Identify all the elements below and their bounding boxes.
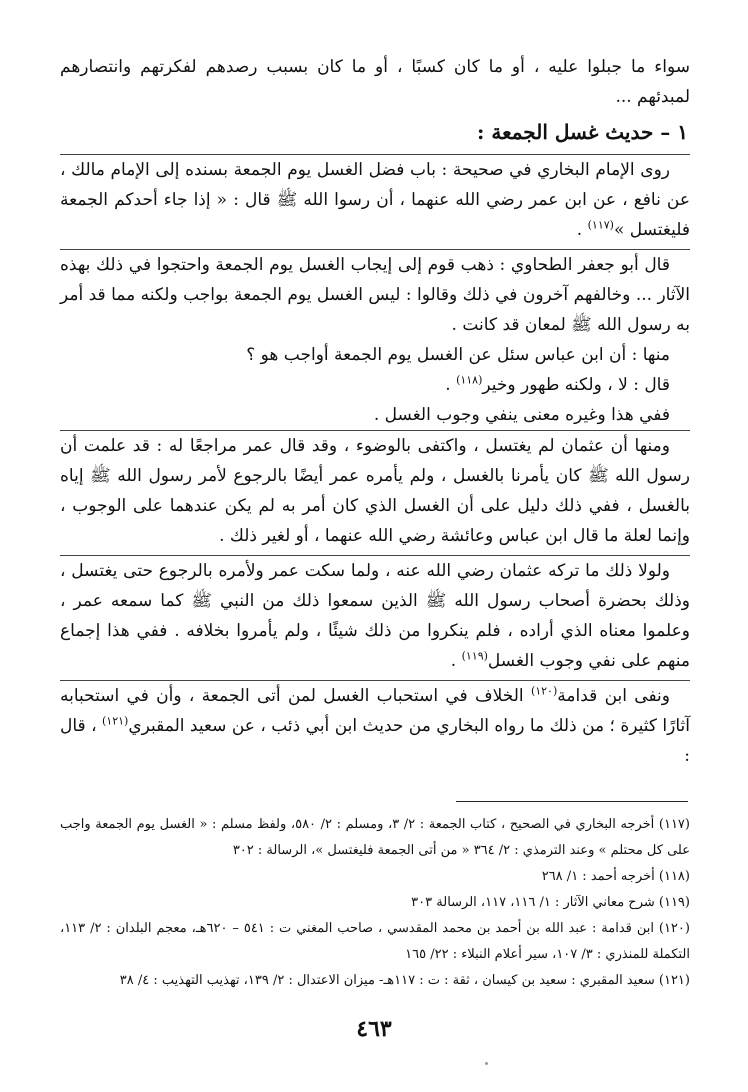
intro-paragraph: سواء ما جبلوا عليه ، أو ما كان كسبًا ، أو ما كان بسبب رصدهم لفكرتهم وانتصارهم لمبدئهم ... (60, 57, 690, 107)
footnote-ref-117[interactable]: (١١٧) (587, 218, 614, 232)
footnote-121: (١٢١) سعيد المقبري : سعيد بن كيسان ، ثقة : ت : ١١٧هـ- ميزان الاعتدال : ٢/ ١٣٩، تهذيب التهذيب : ٤/ ٣٨ (119, 973, 690, 988)
footnote-ref-118[interactable]: (١١٨) (456, 373, 483, 387)
footnote-120: (١٢٠) ابن قدامة : عبد الله بن أحمد بن محمد المقدسي ، صاحب المغني ت : ٥٤١ – ٦٢٠هـ، معجم البلدان : ٢/ ١١٣، التكملة للمنذري : ٣/ ١٠٧، سير أعلام النبلاء : ٢٢/ ١٦٥ (60, 921, 690, 962)
footnote-119: (١١٩) شرح معاني الآثار : ١/ ١١٦، ١١٧، الرسالة ٣٠٣ (411, 895, 690, 910)
footnote-ref-121[interactable]: (١٢١) (102, 714, 129, 728)
paragraph-bukhari-narration: روى الإمام البخاري في صحيحة : باب فضل الغسل يوم الجمعة بسنده إلى الإمام مالك ، عن نافع ، عن ابن عمر رضي الله عنهما ، أن رسوا الله ﷺ قال : « إذا جاء أحدكم الجمعة فليغتسل »$^{(١١٧)}$ . (60, 160, 690, 240)
paragraph-ibn-qudama: ونفى ابن قدامة$^{(١٢٠)}$ الخلاف في استحباب الغسل لمن أتى الجمعة ، وأن في استحبابه آثارًا كثيرة ؛ من ذلك ما رواه البخاري من حديث ابن أبي ذئب ، عن سعيد المقبري$^{(١٢١)}$ ، قال : (60, 684, 690, 766)
scan-speck (485, 1062, 488, 1065)
paragraph-tahawi: قال أبو جعفر الطحاوي : ذهب قوم إلى إيجاب الغسل يوم الجمعة واحتجوا في ذلك بهذه الآثار ... وخالفهم آخرون في ذلك وقالوا : ليس الغسل يوم الجمعة بواجب ولكنه مما قد أمر به رسول الله ﷺ لمعان قد كانت . (60, 255, 690, 335)
page-number: ٤٦٣ (356, 1016, 392, 1042)
paragraph-ibn-abbas-question: منها : أن ابن عباس سئل عن الغسل يوم الجمعة أواجب هو ؟ (246, 345, 670, 365)
footnote-ref-120[interactable]: (١٢٠) (530, 684, 558, 698)
paragraph-consensus: ولولا ذلك ما تركه عثمان رضي الله عنه ، ولما سكت عمر ولأمره بالرجوع حتى يغتسل ، وذلك بحضرة أصحاب رسول الله ﷺ الذين سمعوا ذلك من النبي ﷺ كما سمعه عمر ، وعلموا معناه الذي أراده ، فلم ينكروا من ذلك شيئًا ، ولم يأمروا بخلافه . ففي هذا إجماع منهم على نفي وجوب الغسل$^{(١١٩)}$ . (60, 561, 690, 671)
footnote-divider (456, 801, 688, 802)
footnote-117: (١١٧) أخرجه البخاري في الصحيح ، كتاب الجمعة : ٢/ ٣، ومسلم : ٢/ ٥٨٠، ولفظ مسلم : « الغسل يوم الجمعة واجب على كل محتلم » وعند الترمذي : ٢/ ٣٦٤ « من أتى الجمعة فليغتسل »، الرسالة : ٣٠٢ (60, 817, 690, 858)
section-heading: ١ – حديث غسل الجمعة : (477, 120, 688, 144)
paragraph-uthman: ومنها أن عثمان لم يغتسل ، واكتفى بالوضوء ، وقد قال عمر مراجعًا له : قد علمت أن رسول الله ﷺ كان يأمرنا بالغسل ، ولم يأمره عمر أيضًا بالرجوع لأمر رسول الله ﷺ إياه بالغسل ، ففي ذلك دليل على أن الغسل الذي كان أمر به لم يكن عندهما على الوجوب ، وإنما لعلة ما قال ابن عباس وعائشة رضي الله عنهما ، أو لغير ذلك . (60, 436, 690, 546)
footnote-ref-119[interactable]: (١١٩) (461, 649, 488, 663)
main-text (60, 52, 690, 771)
paragraph-ibn-abbas-answer: قال : لا ، ولكنه طهور وخير$^{(١١٨)}$ . (445, 373, 670, 395)
paragraph-conclusion-1: ففي هذا وغيره معنى ينفي وجوب الغسل . (373, 405, 670, 425)
footnotes (60, 812, 690, 994)
footnote-118: (١١٨) أخرجه أحمد : ١/ ٢٦٨ (541, 869, 690, 884)
